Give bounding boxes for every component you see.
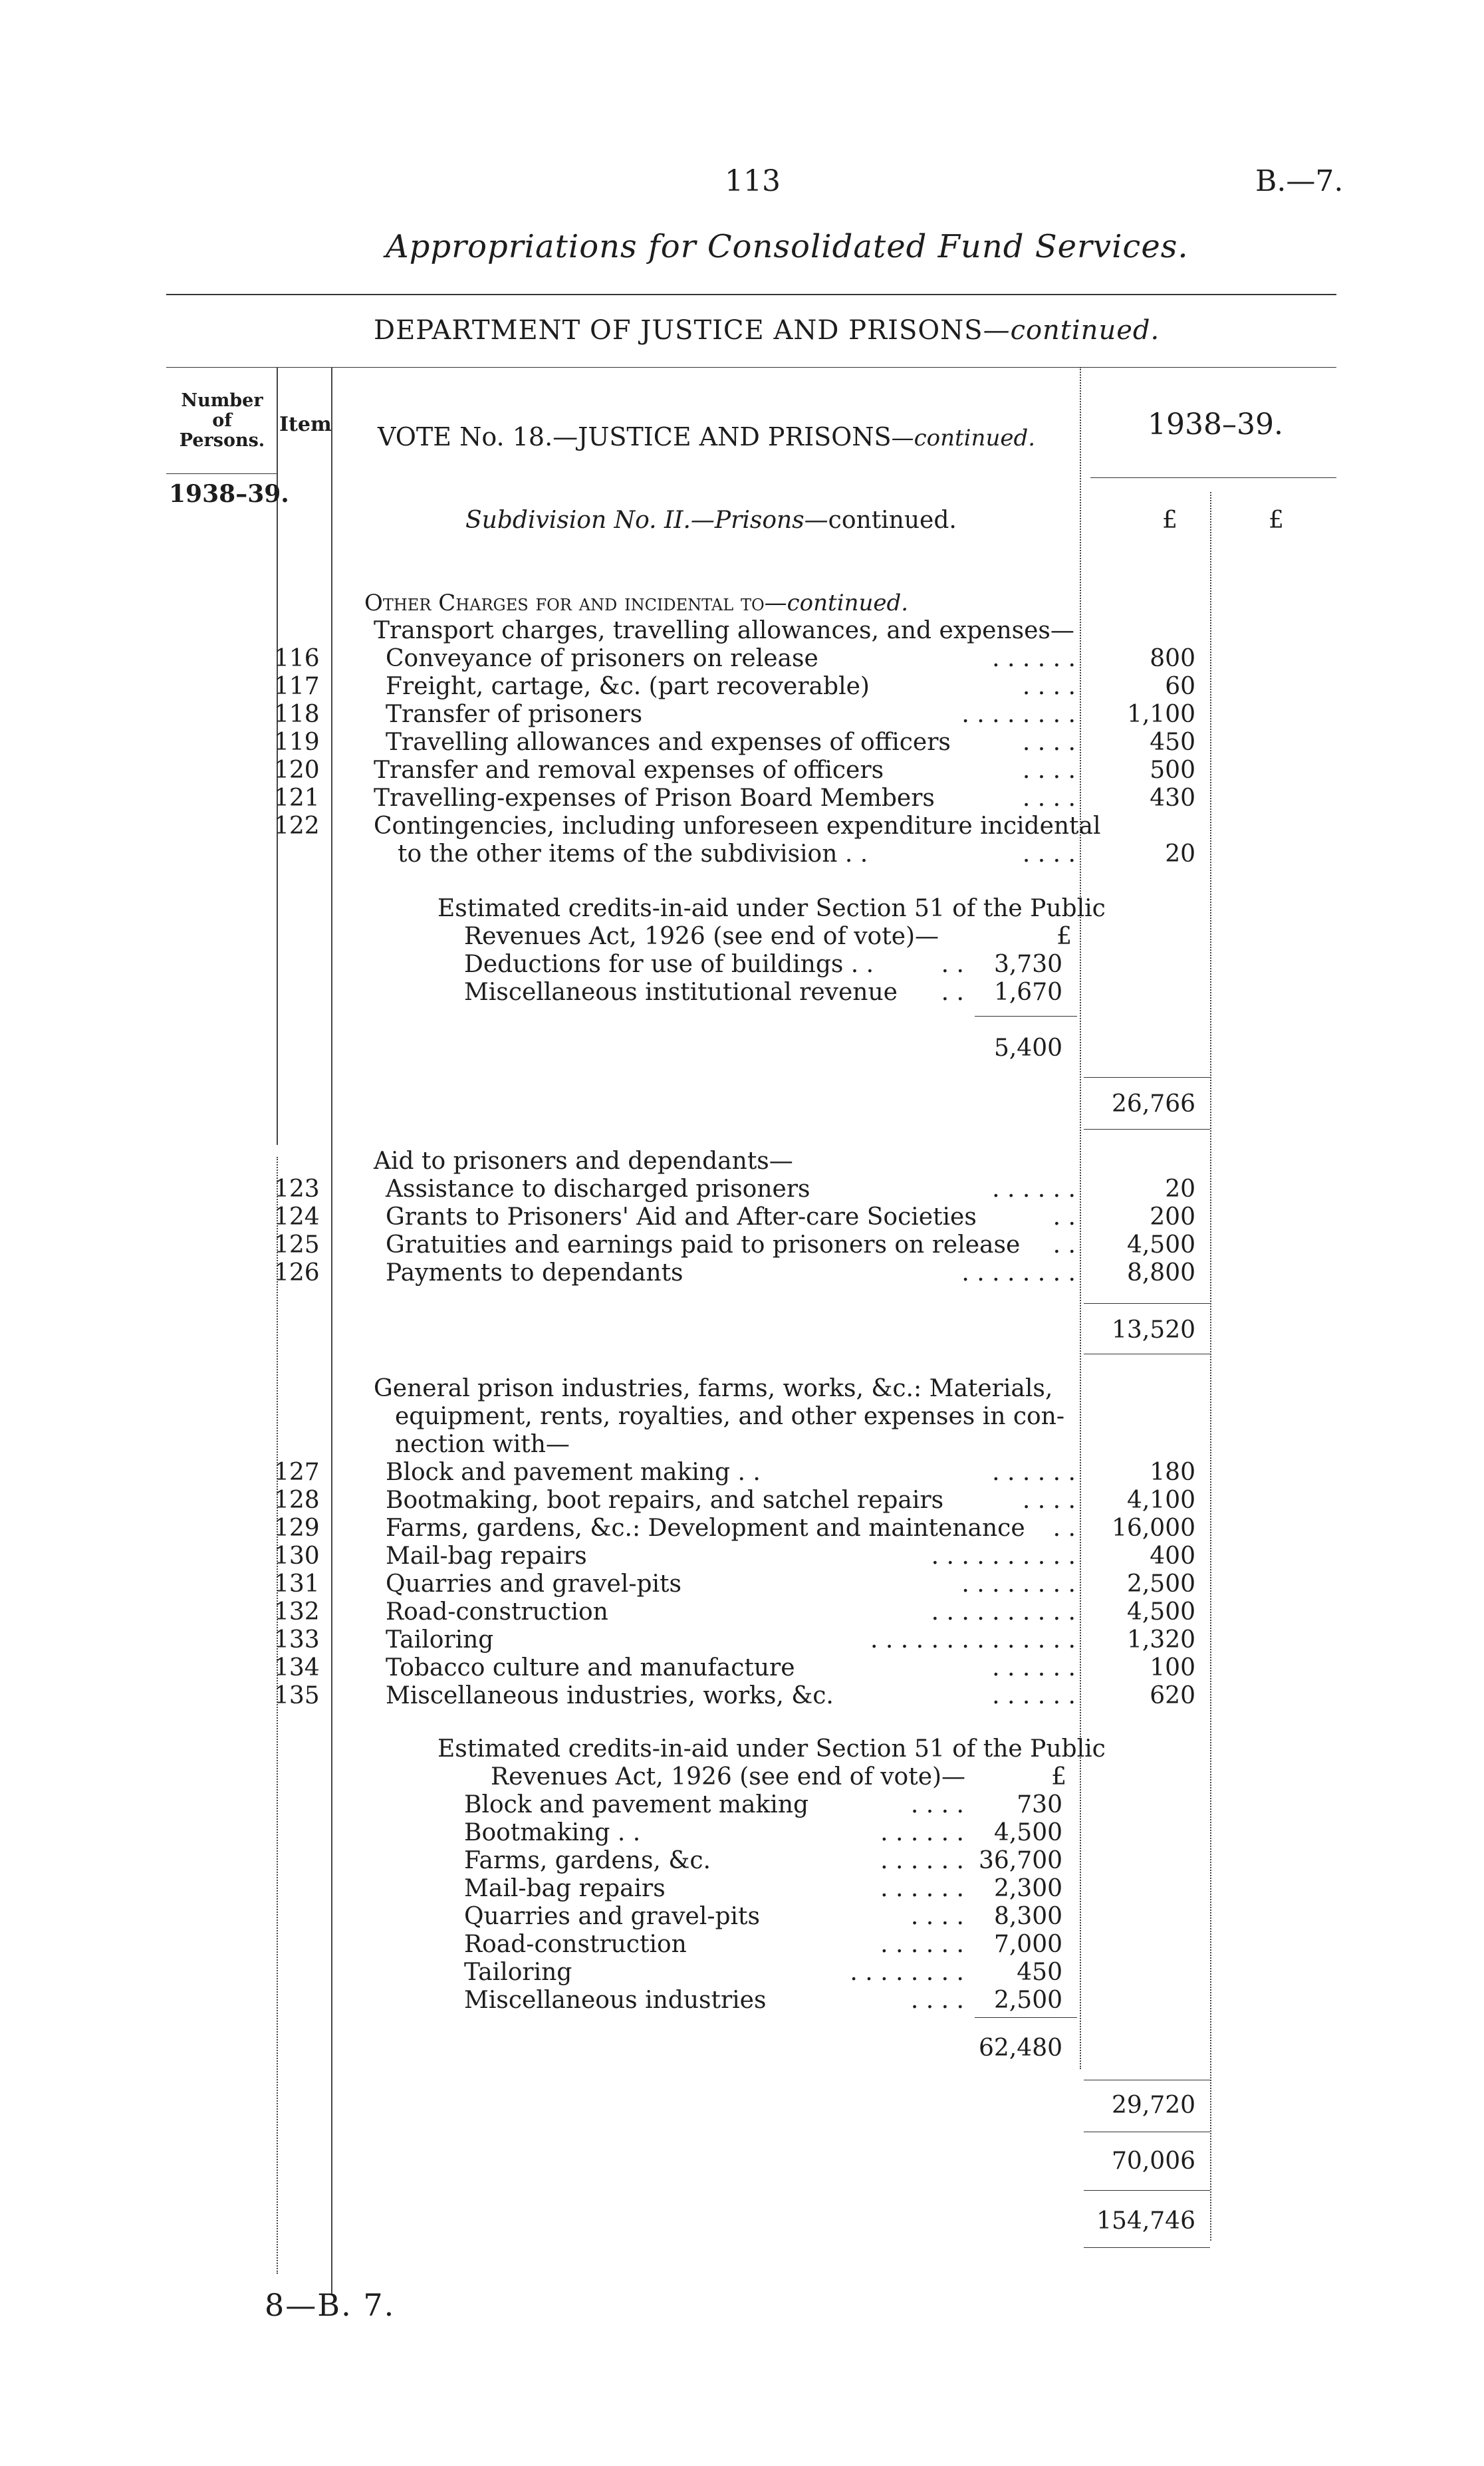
item-leader-dots: . . . . . .: [992, 1682, 1076, 1709]
col-divider-text-amount: [1080, 367, 1081, 2069]
credit-amount: 3,730: [993, 951, 1062, 978]
item-number: 129: [274, 1515, 320, 1542]
item-number: 123: [274, 1175, 320, 1203]
item-leader-dots: . . . . . .: [992, 1459, 1076, 1486]
credit-amount: 4,500: [993, 1819, 1062, 1846]
item-amount: 100: [1150, 1654, 1195, 1681]
credit-amount: 1,670: [993, 979, 1062, 1006]
item-leader-dots: . . . . . . . .: [961, 701, 1076, 728]
item-description: Tailoring: [386, 1626, 494, 1654]
industries-heading-l2: equipment, rents, royalties, and other expenses in con-: [395, 1403, 1065, 1430]
item-description: Road-construction: [386, 1598, 608, 1626]
item-amount: 430: [1150, 785, 1195, 812]
item-amount: 16,000: [1112, 1515, 1195, 1542]
item-description: Payments to dependants: [386, 1259, 683, 1287]
credit-description: Block and pavement making: [464, 1791, 809, 1818]
item-amount: 500: [1150, 757, 1195, 784]
ind-credits-rule: [975, 2017, 1077, 2018]
header-bottom-rule-persons: [166, 473, 277, 474]
subtotal-underline: [1084, 2190, 1210, 2191]
item-number: 132: [274, 1598, 320, 1626]
credit-description: Miscellaneous institutional revenue: [464, 979, 898, 1006]
item-leader-dots: . . . . . . . .: [961, 1570, 1076, 1598]
credit-amount: 2,500: [993, 1987, 1062, 2014]
item-number: 126: [274, 1259, 320, 1287]
other-charges-total: 26,766: [1112, 1090, 1195, 1118]
other-charges-title: Other Charges for and incidental to: [364, 590, 765, 616]
persons-header-l1: Number: [181, 390, 263, 411]
item-number: 135: [274, 1682, 320, 1709]
item-amount: 4,100: [1126, 1487, 1195, 1514]
item-amount: 620: [1150, 1682, 1195, 1709]
industries-heading-l1: General prison industries, farms, works, &c.: Materials,: [374, 1375, 1053, 1402]
item-number: 128: [274, 1487, 320, 1514]
year-header-right: 1938–39.: [1148, 408, 1283, 441]
credit-description: Tailoring: [464, 1959, 572, 1986]
item-leader-dots: . .: [1052, 1515, 1076, 1542]
item-amount: 8,800: [1126, 1259, 1195, 1287]
item-number: 119: [274, 729, 320, 756]
subdivision-heading: [465, 507, 957, 535]
item-description: Tobacco culture and manufacture: [386, 1654, 795, 1681]
item-description: Assistance to discharged prisoners: [386, 1175, 810, 1203]
item-leader-dots: . . . . . .: [992, 1654, 1076, 1681]
item-description: Mail-bag repairs: [386, 1542, 587, 1570]
department-continued: —continued.: [983, 315, 1160, 346]
item-amount: 200: [1150, 1203, 1195, 1231]
item-description: Gratuities and earnings paid to prisoners on release: [386, 1231, 1021, 1259]
item-amount: 20: [1165, 1175, 1195, 1203]
year-header-left: 1938–39.: [169, 480, 289, 508]
other-charges-heading: [364, 589, 908, 617]
credit-leader-dots: . . . .: [910, 1903, 964, 1930]
header-top-rule: [166, 367, 1336, 368]
item-description: Transfer and removal expenses of officers: [374, 757, 884, 784]
subdivision-title: Subdivision No. II.—Prisons: [465, 507, 804, 534]
other-total-underline: [1084, 1129, 1210, 1130]
item-description: Contingencies, including unforeseen expenditure incidental: [374, 812, 1101, 840]
item-leader-dots: . .: [1052, 1231, 1076, 1259]
vote-header: [378, 423, 1035, 452]
page-title: Appropriations for Consolidated Fund Services.: [386, 228, 1189, 265]
credit-leader-dots: . . . .: [910, 1791, 964, 1818]
credit-description: Mail-bag repairs: [464, 1875, 666, 1902]
item-amount: 180: [1150, 1459, 1195, 1486]
item-number: 121: [274, 785, 320, 812]
ind-credits-heading-l1: Estimated credits-in-aid under Section 51 of the Public: [437, 1735, 1106, 1763]
item-number: 133: [274, 1626, 320, 1654]
footer-signature: 8—B. 7.: [265, 2287, 396, 2323]
other-credits-currency: £: [1056, 923, 1072, 950]
credit-amount: 7,000: [993, 1931, 1062, 1958]
item-header: Item: [279, 413, 332, 436]
item-leader-dots: . . . . . . . . . .: [931, 1598, 1076, 1626]
item-number: 124: [274, 1203, 320, 1231]
item-leader-dots: . . . .: [1022, 673, 1076, 700]
credit-leader-dots: . . . . . .: [880, 1847, 964, 1874]
credit-description: Deductions for use of buildings . .: [464, 951, 874, 978]
item-number: 131: [274, 1570, 320, 1598]
item-leader-dots: . . . . . . . .: [961, 1259, 1076, 1287]
item-number: 125: [274, 1231, 320, 1259]
item-leader-dots: . . . .: [1022, 757, 1076, 784]
subdivision-continued: —continued.: [804, 507, 957, 534]
credit-description: Miscellaneous industries: [464, 1987, 767, 2014]
persons-header-l3: Persons.: [179, 430, 265, 451]
item-amount: 400: [1150, 1542, 1195, 1570]
item-number: 122: [274, 812, 320, 840]
item-leader-dots: . .: [1052, 1203, 1076, 1231]
credit-description: Bootmaking . .: [464, 1819, 641, 1846]
aid-total: 13,520: [1112, 1316, 1195, 1344]
item-description: Farms, gardens, &c.: Development and maintenance: [386, 1515, 1025, 1542]
item-leader-dots: . . . .: [1022, 729, 1076, 756]
credit-leader-dots: . . . . . .: [880, 1931, 964, 1958]
other-charges-continued: —continued.: [764, 590, 909, 616]
credit-amount: 2,300: [993, 1875, 1062, 1902]
item-leader-dots: . . . .: [1022, 1487, 1076, 1514]
vote-continued: —continued.: [891, 425, 1036, 451]
currency-col-b: £: [1269, 507, 1284, 534]
ind-credits-heading-l2: Revenues Act, 1926 (see end of vote)—: [491, 1763, 966, 1790]
page-number: 113: [725, 164, 781, 198]
item-leader-dots: . . . . . .: [992, 1175, 1076, 1203]
vote-title: VOTE No. 18.—JUSTICE AND PRISONS: [378, 422, 892, 451]
credit-leader-dots: . .: [941, 979, 964, 1006]
header-bottom-rule-amount: [1090, 477, 1336, 478]
item-leader-dots: . . . .: [1022, 840, 1076, 868]
grand-total: 154,746: [1096, 2207, 1195, 2235]
item-amount: 450: [1150, 729, 1195, 756]
credit-amount: 730: [1017, 1791, 1062, 1818]
industries-heading-l3: nection with—: [395, 1431, 570, 1458]
item-description: Travelling-expenses of Prison Board Members: [374, 785, 935, 812]
credit-leader-dots: . . . . . .: [880, 1819, 964, 1846]
credit-leader-dots: . . . .: [910, 1987, 964, 2014]
item-description: Transfer of prisoners: [386, 701, 643, 728]
industries-total: 29,720: [1112, 2092, 1195, 2119]
title-rule: [166, 294, 1336, 295]
other-credits-total: 5,400: [993, 1035, 1062, 1062]
other-credits-rule: [975, 1016, 1077, 1017]
item-amount: 60: [1165, 673, 1195, 700]
item-amount: 1,100: [1126, 701, 1195, 728]
aid-heading: Aid to prisoners and dependants—: [374, 1148, 793, 1175]
item-leader-dots: . . . .: [1022, 785, 1076, 812]
item-amount: 4,500: [1126, 1598, 1195, 1626]
credit-description: Farms, gardens, &c.: [464, 1847, 711, 1874]
grand-total-underline: [1084, 2247, 1210, 2248]
credit-description: Quarries and gravel-pits: [464, 1903, 760, 1930]
persons-header-l2: of: [212, 410, 232, 431]
col-divider-amount-right: [1210, 492, 1211, 2241]
item-description-cont: to the other items of the subdivision . .: [398, 840, 868, 868]
currency-col-a: £: [1162, 507, 1177, 534]
other-credits-heading-l1: Estimated credits-in-aid under Section 51 of the Public: [437, 895, 1106, 922]
item-amount: 2,500: [1126, 1570, 1195, 1598]
other-credits-heading-l2: Revenues Act, 1926 (see end of vote)—: [464, 923, 939, 950]
credit-leader-dots: . .: [941, 951, 964, 978]
item-description: Quarries and gravel-pits: [386, 1570, 681, 1598]
item-number: 130: [274, 1542, 320, 1570]
item-leader-dots: . . . . . . . . . .: [931, 1542, 1076, 1570]
item-amount: 800: [1150, 645, 1195, 672]
item-description: Bootmaking, boot repairs, and satchel repairs: [386, 1487, 944, 1514]
item-number: 134: [274, 1654, 320, 1681]
item-number: 117: [274, 673, 320, 700]
aid-total-rule: [1084, 1303, 1210, 1304]
item-leader-dots: . . . . . . . . . . . . . .: [870, 1626, 1076, 1654]
item-number: 118: [274, 701, 320, 728]
item-number: 120: [274, 757, 320, 784]
other-total-rule: [1084, 1077, 1210, 1078]
col-divider-item-text: [331, 367, 332, 2295]
credit-amount: 450: [1017, 1959, 1062, 1986]
item-number: 127: [274, 1459, 320, 1486]
item-description: Miscellaneous industries, works, &c.: [386, 1682, 834, 1709]
persons-header: [169, 391, 275, 451]
item-number: 116: [274, 645, 320, 672]
credit-leader-dots: . . . . . .: [880, 1875, 964, 1902]
item-description: Freight, cartage, &c. (part recoverable): [386, 673, 870, 700]
item-description: Conveyance of prisoners on release: [386, 645, 818, 672]
item-amount: 1,320: [1126, 1626, 1195, 1654]
department-heading: [374, 316, 1160, 344]
item-description: Block and pavement making . .: [386, 1459, 761, 1486]
item-amount: 20: [1165, 840, 1195, 868]
ind-credits-currency: £: [1051, 1763, 1066, 1790]
document-reference: B.—7.: [1255, 164, 1344, 198]
transport-heading: Transport charges, travelling allowances, and expenses—: [374, 617, 1074, 644]
ind-credits-total: 62,480: [979, 2034, 1062, 2062]
credit-description: Road-construction: [464, 1931, 687, 1958]
item-description: Grants to Prisoners' Aid and After-care Societies: [386, 1203, 977, 1231]
credit-amount: 36,700: [979, 1847, 1062, 1874]
credit-leader-dots: . . . . . . . .: [850, 1959, 964, 1986]
credit-amount: 8,300: [993, 1903, 1062, 1930]
subtotal: 70,006: [1112, 2148, 1195, 2175]
item-leader-dots: . . . . . .: [992, 645, 1076, 672]
item-description: Travelling allowances and expenses of officers: [386, 729, 951, 756]
item-amount: 4,500: [1126, 1231, 1195, 1259]
col-divider-persons-item-lower: [277, 1157, 278, 2274]
department-name: DEPARTMENT OF JUSTICE AND PRISONS: [374, 315, 983, 346]
